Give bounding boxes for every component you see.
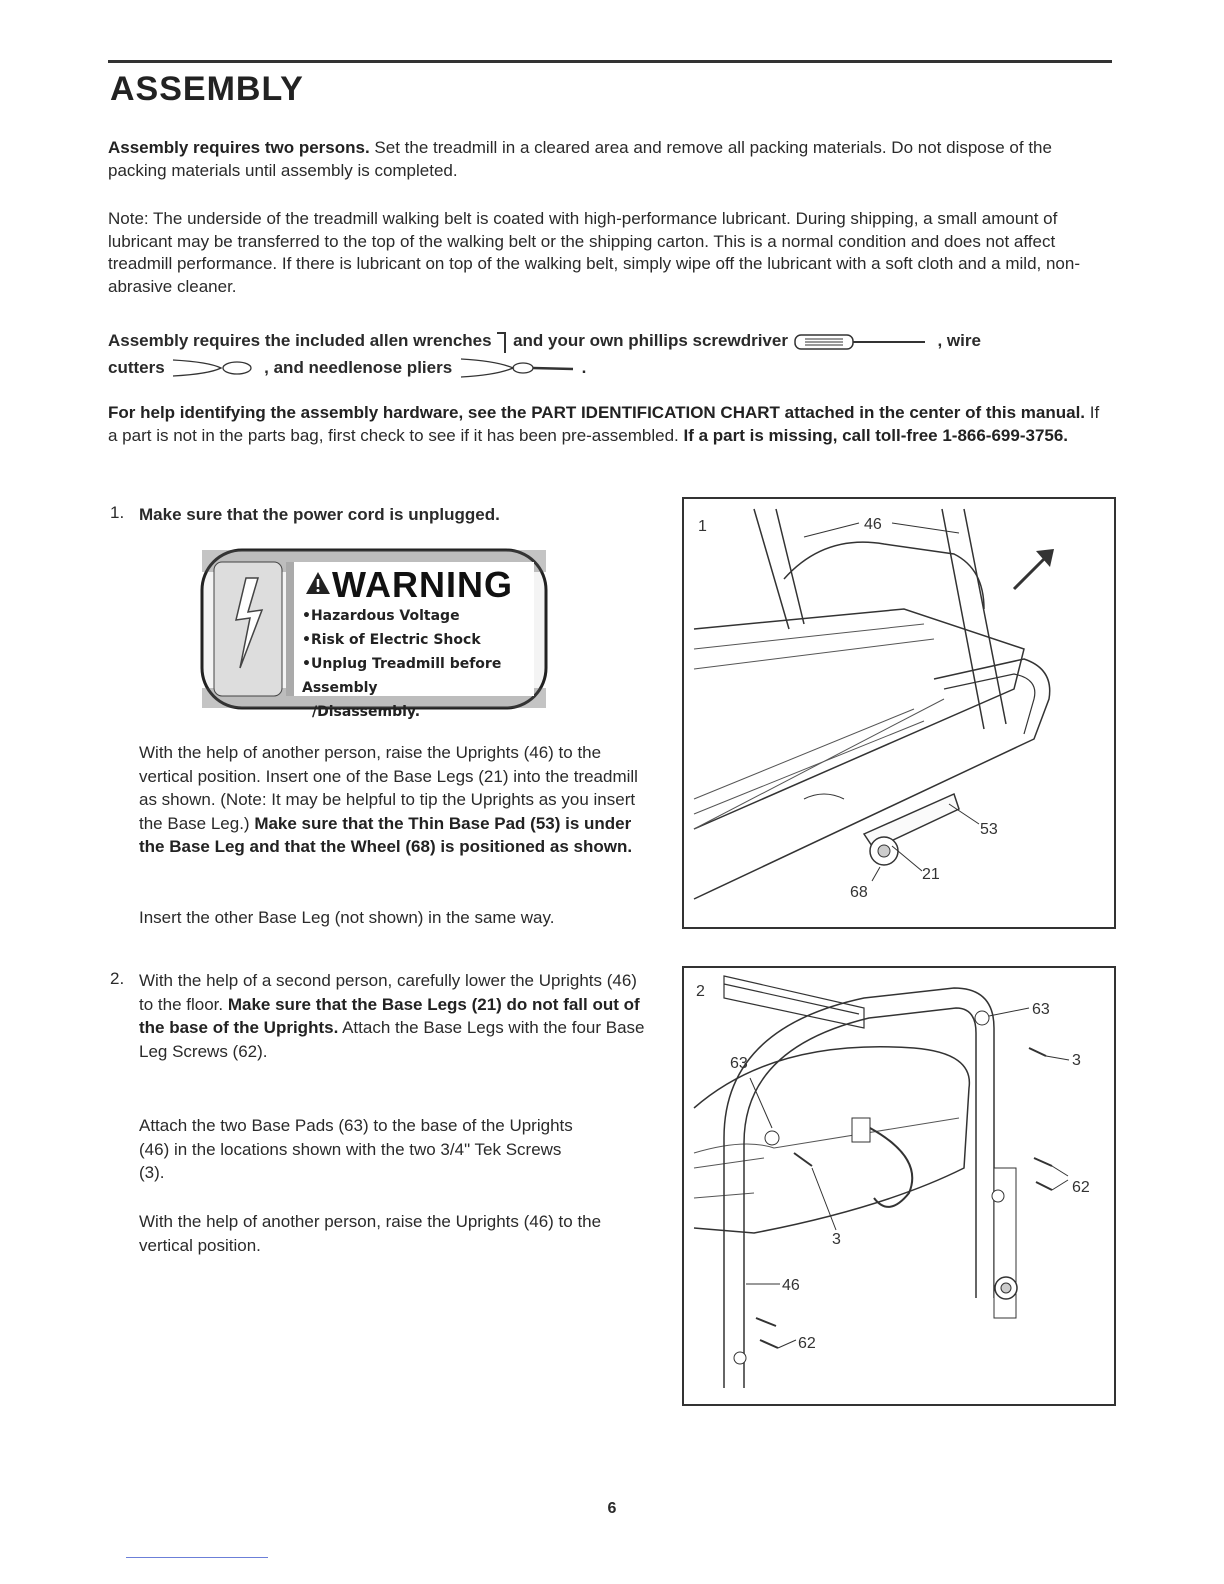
figure-2 [682, 966, 1116, 1406]
step-2-bold: Make sure that the Base Legs (21) do not fall out of the base of the Uprights. [139, 994, 640, 1037]
figure-1-label: 68 [850, 884, 868, 901]
tools-text-1: Assembly requires the included allen wrenches [108, 331, 492, 350]
hardware-paragraph [108, 402, 1108, 447]
warning-line: •Unplug Treadmill before Assembly [302, 656, 502, 696]
figure-2-label: 63 [1032, 1001, 1050, 1018]
screwdriver-icon [793, 332, 933, 352]
figure-1 [682, 497, 1116, 929]
step-1-body [139, 741, 649, 859]
hardware-bold-1: For help identifying the assembly hardware, see the PART IDENTIFICATION CHART attached in the center of this manual. [108, 403, 1086, 422]
intro-text: Set the treadmill in a cleared area and remove all packing materials. Do not dispose of the packing materials until assembly is completed. [108, 138, 1052, 180]
step-1-heading: Make sure that the power cord is unplugged. [139, 505, 500, 524]
warning-line: •Risk of Electric Shock [302, 632, 481, 648]
page-title: ASSEMBLY [110, 70, 304, 108]
tools-text-6: . [581, 357, 587, 377]
intro-paragraph-1 [108, 137, 1108, 182]
step-2-body-1 [139, 969, 649, 1063]
figure-2-label: 46 [782, 1277, 800, 1294]
needlenose-pliers-icon [457, 355, 577, 381]
hardware-text: If a part is not in the parts bag, first check to see if it has been pre-assembled. [108, 403, 1100, 445]
step-2-body-3: With the help of another person, raise the Uprights (46) to the vertical position. [139, 1212, 602, 1255]
wire-cutters-icon [169, 356, 259, 380]
figure-2-label: 3 [832, 1231, 841, 1248]
page-number: 6 [607, 1500, 617, 1517]
figure-1-label: 21 [922, 866, 940, 883]
figure-2-label: 62 [1072, 1179, 1090, 1196]
tools-text-5: , and needlenose pliers [264, 357, 453, 377]
warning-lines [302, 604, 548, 724]
step-2-number: 2. [110, 969, 125, 988]
tools-text-2: and your own phillips screwdriver [513, 331, 788, 350]
warning-label [200, 548, 548, 720]
tools-text-3: , wire [937, 331, 981, 350]
step-2-body-2: Attach the two Base Pads (63) to the base of the Uprights (46) in the locations shown with the two 3/4" Tek Screws (3). [139, 1116, 573, 1182]
figure-2-label: 62 [798, 1335, 816, 1352]
step-1-body-bold: Make sure that the Thin Base Pad (53) is under the Base Leg and that the Wheel (68) is positioned as shown. [139, 813, 633, 856]
figure-1-label: 46 [864, 516, 882, 533]
step-2-text-1b: Attach the Base Legs with the four Base Leg Screws (62). [139, 1018, 645, 1061]
lubricant-note: Note: The underside of the treadmill walking belt is coated with high-performance lubricant. During shipping, a small amount of lubricant may be transferred to the top of the walking belt or the shipping carton. This is a normal condition and does not affect treadmill performance. If there is lubricant on top of the walking belt, simply wipe off the lubricant with a soft cloth and a mild, non-abrasive cleaner. [108, 209, 1081, 296]
figure-2-label: 3 [1072, 1052, 1081, 1069]
step-1-body-text: With the help of another person, raise the Uprights (46) to the vertical position. Insert one of the Base Legs (21) into the treadmill as shown. (Note: It may be helpful to tip the Uprights as you insert the Base Leg.) [139, 743, 638, 833]
figure-2-number: 2 [696, 983, 705, 1000]
hardware-bold-2: If a part is missing, call toll-free 1-866-699-3756. [678, 425, 1069, 445]
figure-2-label: 63 [730, 1055, 748, 1072]
step-1-number: 1. [110, 503, 125, 522]
footer-line [126, 1557, 268, 1558]
allen-wrench-icon [496, 329, 508, 355]
warning-line: •Hazardous Voltage [302, 608, 460, 624]
warning-title: WARNING [332, 564, 513, 605]
intro-bold: Assembly requires two persons. [108, 138, 370, 157]
step-1-body-2: Insert the other Base Leg (not shown) in the same way. [139, 908, 555, 927]
warning-line: /Disassembly. [312, 704, 421, 720]
warning-triangle-icon [304, 570, 332, 596]
tools-paragraph [108, 328, 1108, 381]
tools-text-4: cutters [108, 357, 165, 377]
figure-1-label: 53 [980, 821, 998, 838]
step-2-text-1: With the help of a second person, carefully lower the Uprights (46) to the floor. [139, 971, 637, 1014]
header-rule [108, 60, 1112, 63]
figure-1-number: 1 [698, 518, 707, 535]
